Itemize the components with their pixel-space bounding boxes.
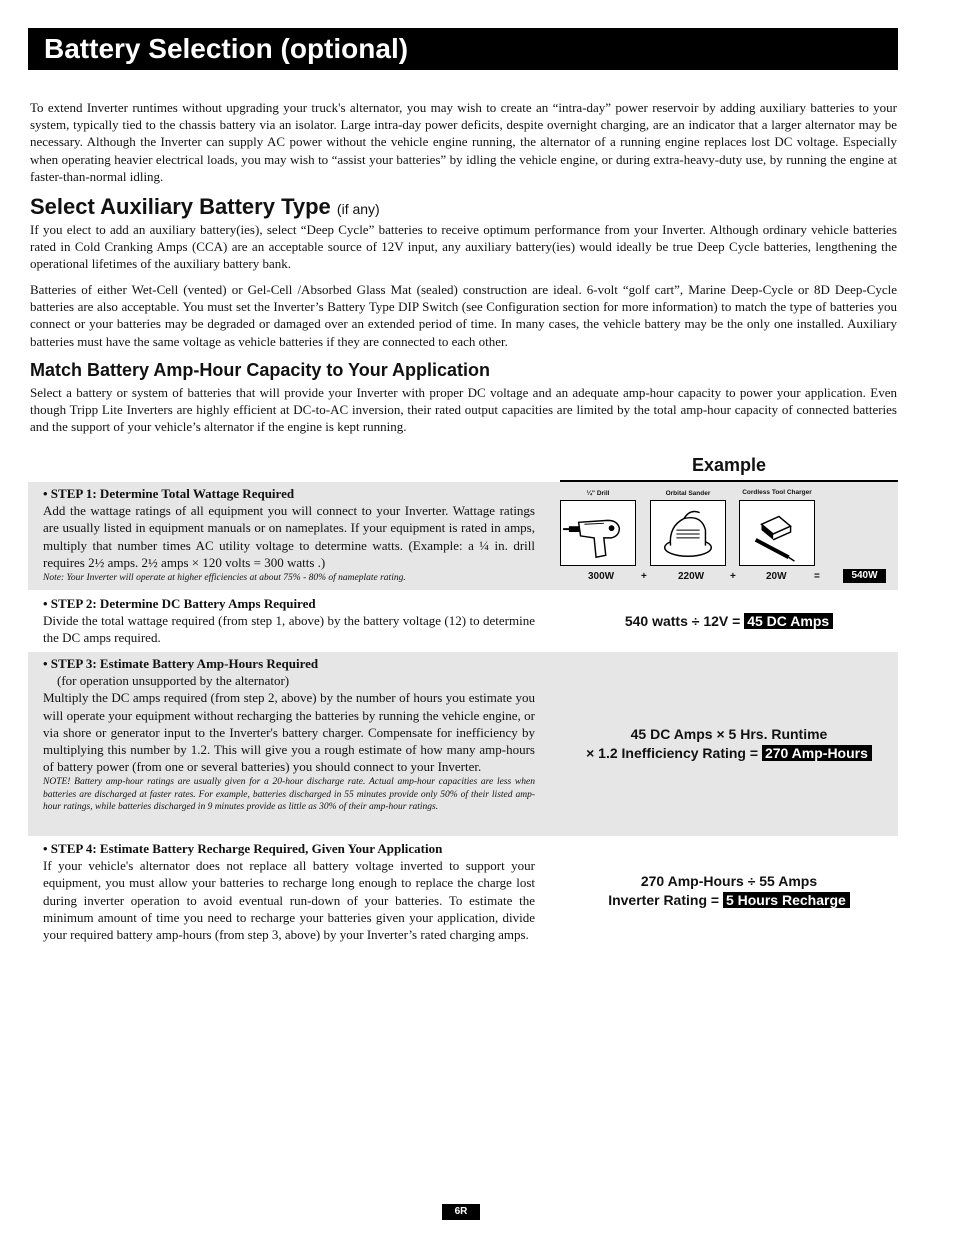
total-watts-badge: 540W xyxy=(843,569,886,583)
charger-icon xyxy=(739,500,815,566)
step-1-heading: • STEP 1: Determine Total Wattage Required xyxy=(43,486,295,501)
tool-label-charger: Cordless Tool Charger xyxy=(742,489,812,496)
calc-3-line-2-text: × 1.2 Inefficiency Rating = xyxy=(586,745,759,761)
calc-2-text: 540 watts ÷ 12V = xyxy=(624,613,741,629)
step-1-body: Add the wattage ratings of all equipment you will connect to your Inverter. Wattage ratings are usually listed in equipment manuals or on nameplates. If your equipment is rated in amps, multiply that number times AC utility voltage to determine watts. (Example: a ¼ in. drill requires 2½ amps. 2½ amps × 120 volts = 300 watts .) xyxy=(43,503,535,570)
calc-4-line-2 xyxy=(560,891,898,910)
tool-watts-drill: 300W xyxy=(588,571,615,582)
step-3-note: NOTE! Battery amp-hour ratings are usually given for a 20-hour discharge rate. Actual amp-hour capacities are less when batteries are discharged at faster rates. For example, batteries discharged in 55 minutes provide only 50% of their listed amp-hour ratings, while batteries discharged in 9 minutes provide as little as 30% of their amp-hour ratings. xyxy=(43,777,535,813)
example-label: Example xyxy=(691,455,767,475)
plus-operator: + xyxy=(641,571,647,582)
section-heading-text: Select Auxiliary Battery Type xyxy=(30,194,331,219)
calc-2-result: 45 DC Amps xyxy=(744,613,833,629)
tool-label-drill: ¼" Drill xyxy=(586,490,610,497)
step-3-subheading: (for operation unsupported by the alternator) xyxy=(57,673,290,689)
step-1 xyxy=(43,485,535,585)
step-1-note: Note: Your Inverter will operate at higher efficiencies at about 75% - 80% of nameplate rating. xyxy=(43,573,406,584)
tool-watts-charger: 20W xyxy=(766,571,787,582)
step-3 xyxy=(43,655,535,814)
step-4-body: If your vehicle's alternator does not replace all battery voltage inverted to support your equipment, you must allow your batteries to recharge long enough to replace the charge lost during inverter operation to avoid eventual run-down of your batteries. To estimate the minimum amount of time you need to recharge your batteries given your application, divide your required battery amp-hours (from step 3, above) by your Inverter’s rated charging amps. xyxy=(43,858,535,943)
sander-icon xyxy=(650,500,726,566)
step-2-calculation xyxy=(560,612,898,631)
battery-type-paragraph-2: Batteries of either Wet-Cell (vented) or Gel-Cell /Absorbed Glass Mat (sealed) construction are ideal. 6-volt “golf cart”, Marine Deep-Cycle or 8D Deep-Cycle batteries are also acceptable. You must set the Inverter’s Battery Type DIP Switch (see Configuration section for more information) to match the type of batteries you connect or your batteries may be degraded or damaged over an extended period of time. In many cases, the vehicle battery may be the only one installed. Auxiliary batteries must have the same voltage as vehicle batteries if they are connected to each other. xyxy=(30,282,897,349)
calc-4-result: 5 Hours Recharge xyxy=(723,892,850,908)
amp-hour-paragraph: Select a battery or system of batteries that will provide your Inverter with proper DC voltage and an adequate amp-hour capacity to power your application. Even though Tripp Lite Inverters are highly efficient at DC-to-AC inversion, their rated output capacities are limited by the total amp-hour capacity of connected batteries and the support of your vehicle’s alternator if the engine is kept running. xyxy=(30,385,897,435)
calc-4-line-1: 270 Amp-Hours ÷ 55 Amps xyxy=(640,873,818,889)
step-2-body: Divide the total wattage required (from step 1, above) by the battery voltage (12) to determine the DC amps required. xyxy=(43,613,535,646)
page-number: 6R xyxy=(442,1204,480,1220)
tool-watts-sander: 220W xyxy=(678,571,705,582)
equals-operator: = xyxy=(814,571,820,582)
step-4 xyxy=(43,840,535,943)
step-4-calculation xyxy=(560,872,898,910)
section-heading-battery-type xyxy=(30,194,380,220)
battery-type-paragraph-1: If you elect to add an auxiliary battery(ies), select “Deep Cycle” batteries to receive optimum performance from your Inverter. Although ordinary vehicle batteries rated in Cold Cranking Amps (CCA) are an acceptable source of 12V input, any auxiliary battery(ies) would ideally be true Deep Cycle batteries, lengthening the operational lifetimes of the auxiliary battery bank. xyxy=(30,222,897,272)
calc-4-line-2-text: Inverter Rating = xyxy=(608,892,720,908)
drill-icon xyxy=(560,500,636,566)
step-2 xyxy=(43,595,535,647)
step-3-calculation xyxy=(560,725,898,763)
calc-3-result: 270 Amp-Hours xyxy=(762,745,872,761)
plus-operator: + xyxy=(730,571,736,582)
tool-label-sander: Orbital Sander xyxy=(665,490,711,497)
step-3-body: Multiply the DC amps required (from step 2, above) by the number of hours you estimate you will operate your equipment without recharging the batteries by running the vehicle engine, or via shore or generator input to the Inverter's battery charger. Compensate for inefficiency by multiplying this number by 1.2. This will give you a rough estimate of how many amp-hours of battery power (from one or several batteries) you should connect to your Inverter. xyxy=(43,690,535,775)
step-2-heading: • STEP 2: Determine DC Battery Amps Required xyxy=(43,596,316,611)
calc-3-line-1: 45 DC Amps × 5 Hrs. Runtime xyxy=(630,726,828,742)
step-3-heading: • STEP 3: Estimate Battery Amp-Hours Required xyxy=(43,656,319,671)
section-heading-suffix: (if any) xyxy=(336,201,380,217)
intro-paragraph: To extend Inverter runtimes without upgrading your truck's alternator, you may wish to create an “intra-day” power reservoir by adding auxiliary batteries to your system, typically tied to the chassis battery via an isolator. Large intra-day power deficits, despite overnight charging, are an indicator that a larger alternator may be necessary. Although the Inverter can supply AC power without the vehicle engine running, the alternator of a running engine replaces lost DC voltage. Especially when operating heavier electrical loads, you may wish to “assist your batteries” by idling the vehicle engine, or during extra-heavy-duty use, by running the engine at faster-than-normal idling. xyxy=(30,100,897,184)
section-heading-amp-hour: Match Battery Amp-Hour Capacity to Your Application xyxy=(30,360,491,380)
calc-3-line-2 xyxy=(560,744,898,763)
step-4-heading: • STEP 4: Estimate Battery Recharge Required, Given Your Application xyxy=(43,841,443,856)
page-title: Battery Selection (optional) xyxy=(28,28,898,70)
